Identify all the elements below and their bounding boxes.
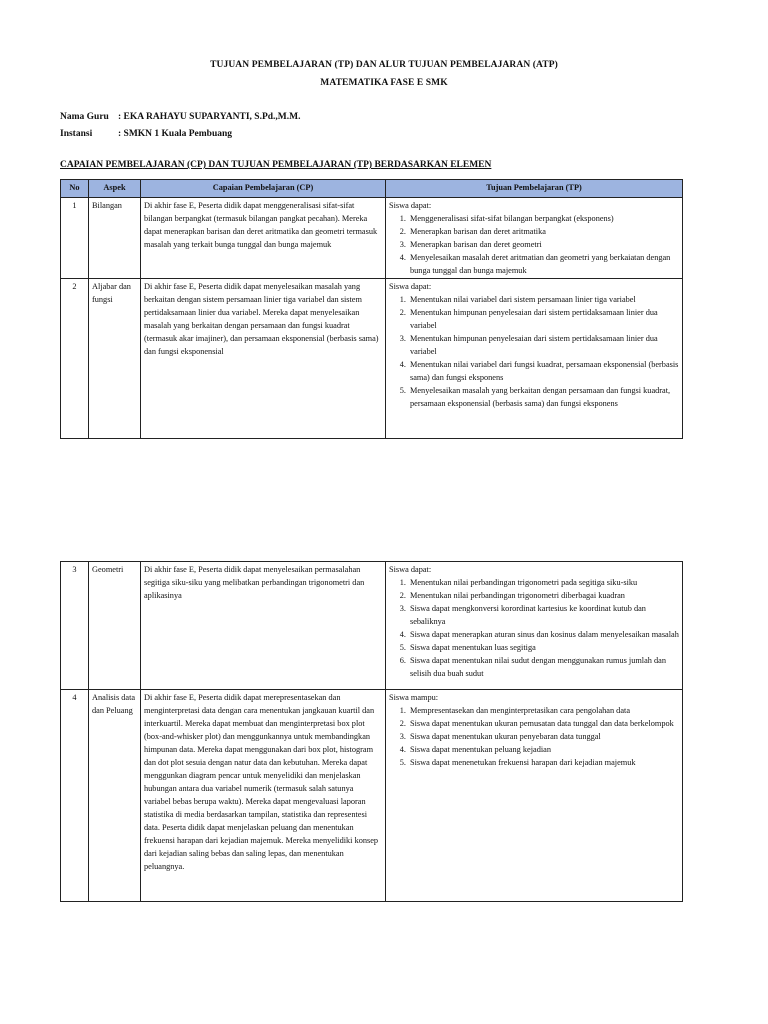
tp-item: 4. Siswa dapat menerapkan aturan sinus dan kosinus dalam menyelesaikan masalah bbox=[408, 628, 679, 641]
teacher-value: : EKA RAHAYU SUPARYANTI, S.Pd.,M.M. bbox=[118, 112, 301, 122]
row-cp: Di akhir fase E, Peserta didik dapat merepresentasekan dan menginterpretasi data dengan cara menentukan jangkauan kuartil dan interkuartil. Mereka dapat membuat dan menginterpretasi box plot (box-and-whisker plot) dan menggunkannya untuk membandingkan himpunan data. Mereka dapat menggunakan dari box plot, histogram dan dot plot sesuia dengan natur data dan kebutuhan. Mereka dapat menggunkan diagram pencar untuk menyelidiki dan menjelaskan hubungan antara dua variabel numerik (termasuk salah satunya variabel bebas berupa waktu). Mereka dapat mengevaluasi laporan statistika di media berdasarkan tampilan, statistika dan representesi data. Peserta didik dapat menjelaskan peluang dan menentukan frekuensi harapan dari kejadian majemuk. Mereka menyelidiki konsep dari kejadian saling bebas dan saling lepas, dan menentukan peluangnya. bbox=[141, 690, 386, 902]
document-subtitle: MATEMATIKA FASE E SMK bbox=[320, 78, 448, 88]
tp-table-part-2 bbox=[60, 561, 683, 902]
table-row bbox=[61, 279, 683, 439]
tp-item: 5. Siswa dapat menenetukan frekuensi harapan dari kejadian majemuk bbox=[408, 756, 679, 769]
institution-value: : SMKN 1 Kuala Pembuang bbox=[118, 129, 233, 139]
table-row bbox=[61, 198, 683, 279]
tp-item: 3. Siswa dapat mengkonversi korordinat kartesius ke koordinat kutub dan sebaliknya bbox=[408, 602, 679, 628]
section-heading: CAPAIAN PEMBELAJARAN (CP) DAN TUJUAN PEMBELAJARAN (TP) BERDASARKAN ELEMEN bbox=[60, 160, 492, 170]
row-no: 1 bbox=[61, 198, 89, 279]
tp-table-part-1 bbox=[60, 179, 683, 439]
header-no: No bbox=[61, 180, 89, 198]
row-aspek: Geometri bbox=[89, 562, 141, 690]
tp-intro: Siswa dapat: bbox=[389, 282, 432, 291]
tp-item: 4. Menyelesaikan masalah deret aritmatian dan geometri yang berkaiatan dengan bunga tunggal dan bunga majemuk bbox=[408, 251, 679, 277]
row-tp bbox=[386, 198, 683, 279]
tp-item: 2. Menerapkan barisan dan deret aritmatika bbox=[408, 225, 679, 238]
tp-list bbox=[389, 576, 679, 680]
tp-intro: Siswa dapat: bbox=[389, 201, 432, 210]
tp-intro: Siswa mampu: bbox=[389, 693, 439, 702]
tp-list bbox=[389, 704, 679, 769]
teacher-info bbox=[60, 112, 300, 122]
row-cp: Di akhir fase E, Peserta didik dapat menyelesaikan masalah yang berkaitan dengan sistem persamaan linier tiga variabel dan sistem pertidaksamaan linier dua variabel. Mereka dapat menyelesaikan masalah yang berkaitan dengan persamaan dan fungsi kuadrat (termasuk akar imajiner), dan persamaan eksponensial (berbasis sama) dan fungsi eksponensial bbox=[141, 279, 386, 439]
tp-list bbox=[389, 293, 679, 410]
tp-item: 3. Siswa dapat menentukan ukuran penyebaran data tunggal bbox=[408, 730, 679, 743]
table-row bbox=[61, 562, 683, 690]
document-title: TUJUAN PEMBELAJARAN (TP) DAN ALUR TUJUAN PEMBELAJARAN (ATP) bbox=[210, 60, 558, 70]
row-no: 2 bbox=[61, 279, 89, 439]
row-tp bbox=[386, 562, 683, 690]
institution-info bbox=[60, 129, 232, 139]
row-aspek: Analisis data dan Peluang bbox=[89, 690, 141, 902]
tp-item: 5. Menyelesaikan masalah yang berkaitan dengan persamaan dan fungsi kuadrat, persamaan eksponensial (berbasis sama) dan fungsi eksponens bbox=[408, 384, 679, 410]
table-header-row bbox=[61, 180, 683, 198]
tp-item: 4. Siswa dapat menentukan peluang kejadian bbox=[408, 743, 679, 756]
row-tp bbox=[386, 690, 683, 902]
row-cp: Di akhir fase E, Peserta didik dapat menggeneralisasi sifat-sifat bilangan berpangkat (termasuk bilangan pangkat pecahan). Mereka dapat menerapkan barisan dan deret aritmatika dan geometri termasuk masalah yang terkait bunga tunggal dan bunga majemuk bbox=[141, 198, 386, 279]
tp-item: 3. Menerapkan barisan dan deret geometri bbox=[408, 238, 679, 251]
tp-item: 1. Menentukan nilai variabel dari sistem persamaan linier tiga variabel bbox=[408, 293, 679, 306]
tp-item: 4. Menentukan nilai variabel dari fungsi kuadrat, persamaan eksponensial (berbasis sama) dan fungsi eksponens bbox=[408, 358, 679, 384]
tp-item: 1. Menentukan nilai perbandingan trigonometri pada segitiga siku-siku bbox=[408, 576, 679, 589]
row-no: 4 bbox=[61, 690, 89, 902]
row-tp bbox=[386, 279, 683, 439]
row-no: 3 bbox=[61, 562, 89, 690]
tp-item: 6. Siswa dapat menentukan nilai sudut dengan menggunakan rumus jumlah dan selisih dua buah sudut bbox=[408, 654, 679, 680]
row-aspek: Aljabar dan fungsi bbox=[89, 279, 141, 439]
header-aspek: Aspek bbox=[89, 180, 141, 198]
tp-item: 2. Menentukan nilai perbandingan trigonometri diberbagai kuadran bbox=[408, 589, 679, 602]
tp-list bbox=[389, 212, 679, 277]
tp-item: 3. Menentukan himpunan penyelesaian dari sistem pertidaksamaan linier dua variabel bbox=[408, 332, 679, 358]
tp-item: 1. Mempresentasekan dan menginterpretasikan cara pengolahan data bbox=[408, 704, 679, 717]
institution-label: Instansi bbox=[60, 129, 93, 139]
tp-item: 1. Menggeneralisasi sifat-sifat bilangan berpangkat (eksponens) bbox=[408, 212, 679, 225]
tp-item: 2. Menentukan himpunan penyelesaian dari sistem pertidaksamaan linier dua variabel bbox=[408, 306, 679, 332]
tp-item: 2. Siswa dapat menentukan ukuran pemusatan data tunggal dan data berkelompok bbox=[408, 717, 679, 730]
header-cp: Capaian Pembelajaran (CP) bbox=[141, 180, 386, 198]
row-cp: Di akhir fase E, Peserta didik dapat menyelesaikan permasalahan segitiga siku-siku yang melibatkan perbandingan trigonometri dan aplikasinya bbox=[141, 562, 386, 690]
tp-intro: Siswa dapat: bbox=[389, 565, 432, 574]
table-row bbox=[61, 690, 683, 902]
tp-item: 5. Siswa dapat menentukan luas segitiga bbox=[408, 641, 679, 654]
teacher-label: Nama Guru bbox=[60, 112, 109, 122]
header-tp: Tujuan Pembelajaran (TP) bbox=[386, 180, 683, 198]
row-aspek: Bilangan bbox=[89, 198, 141, 279]
